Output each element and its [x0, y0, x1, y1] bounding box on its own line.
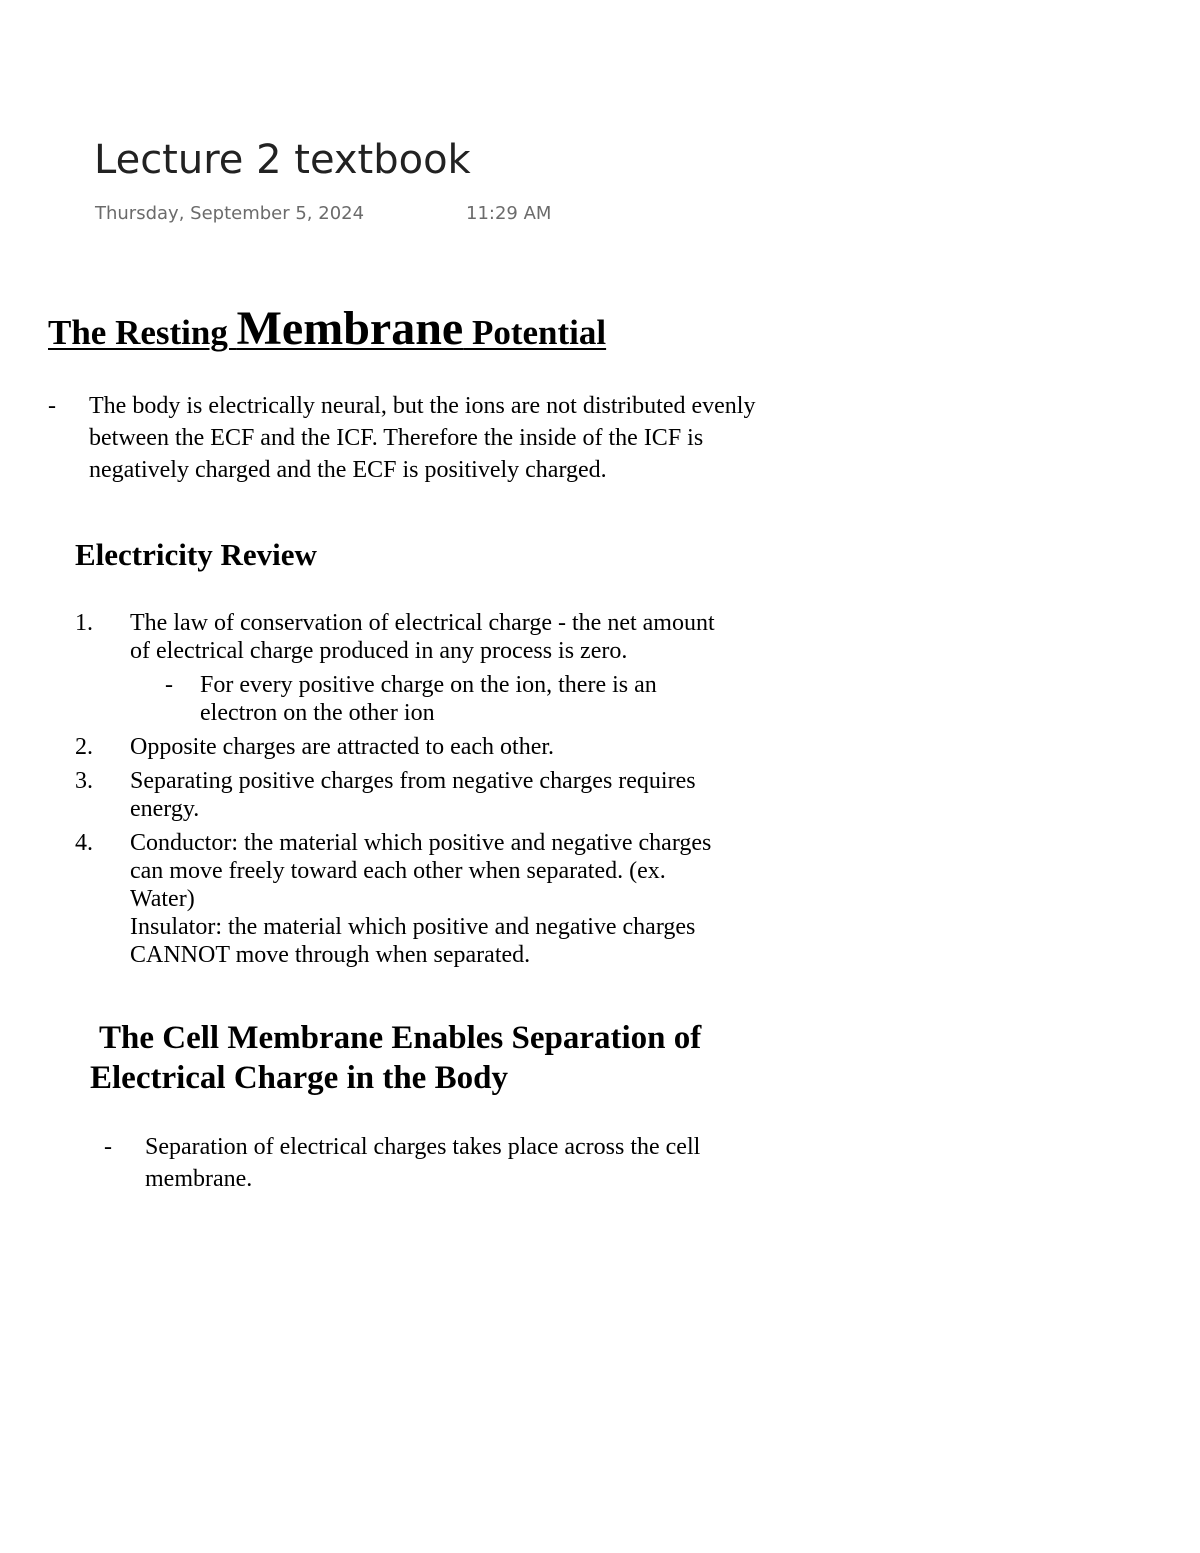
- heading-resting-membrane-potential: [48, 300, 606, 362]
- text-line: negatively charged and the ECF is positively charged.: [89, 457, 607, 483]
- bullet-body-neutral: [48, 390, 898, 486]
- note-date: Thursday, September 5, 2024: [95, 203, 365, 224]
- text-line: Insulator: the material which positive and negative charges: [130, 914, 696, 940]
- bullet-mark: -: [104, 1134, 112, 1160]
- heading-part: The Resting: [48, 313, 237, 352]
- note-time: 11:29 AM: [466, 203, 552, 224]
- heading-part: Potential: [463, 313, 607, 352]
- list-item-text: [130, 733, 554, 761]
- text-line: between the ECF and the ICF. Therefore the inside of the ICF is: [89, 425, 704, 451]
- list-item-text: [130, 767, 696, 823]
- text-line: For every positive charge on the ion, there is an: [200, 672, 657, 698]
- heading-line: Electrical Charge in the Body: [90, 1060, 508, 1096]
- list-item: [75, 609, 855, 727]
- text-line: membrane.: [145, 1166, 253, 1192]
- note-title: Lecture 2 textbook: [94, 137, 471, 183]
- heading-line: The Cell Membrane Enables Separation of: [99, 1020, 702, 1056]
- list-item-text: [130, 609, 715, 727]
- text-line: can move freely toward each other when separated. (ex.: [130, 858, 666, 884]
- sub-bullet-text: [200, 671, 657, 727]
- text-line: The body is electrically neural, but the ions are not distributed evenly: [89, 393, 756, 419]
- list-number: 1.: [75, 610, 93, 636]
- bullet-text: [89, 390, 889, 486]
- heading-electricity-review: Electricity Review: [75, 537, 317, 572]
- text-line: Opposite charges are attracted to each other.: [130, 734, 555, 760]
- text-line: energy.: [130, 796, 200, 822]
- bullet-text: [145, 1131, 700, 1195]
- text-line: CANNOT move through when separated.: [130, 942, 531, 968]
- list-number: 2.: [75, 734, 93, 760]
- text-line: of electrical charge produced in any process is zero.: [130, 638, 628, 664]
- bullet-mark: -: [165, 672, 173, 698]
- list-number: 3.: [75, 768, 93, 794]
- text-line: Separation of electrical charges takes place across the cell: [145, 1134, 701, 1160]
- numbered-list: [75, 609, 855, 969]
- bullet-mark: -: [48, 393, 56, 419]
- bullet-charge-separation: [104, 1131, 864, 1195]
- text-line: Water): [130, 886, 195, 912]
- list-item: [75, 767, 855, 823]
- list-item: [75, 829, 855, 969]
- text-line: The law of conservation of electrical charge - the net amount: [130, 610, 715, 636]
- sub-bullet: [130, 671, 715, 727]
- list-number: 4.: [75, 830, 93, 856]
- list-item-text: [130, 829, 711, 969]
- list-item: [75, 733, 855, 761]
- heading-part-large: Membrane: [236, 302, 464, 355]
- text-line: electron on the other ion: [200, 700, 435, 726]
- text-line: Separating positive charges from negative charges requires: [130, 768, 696, 794]
- heading-cell-membrane-separation: [90, 1018, 701, 1098]
- text-line: Conductor: the material which positive and negative charges: [130, 830, 712, 856]
